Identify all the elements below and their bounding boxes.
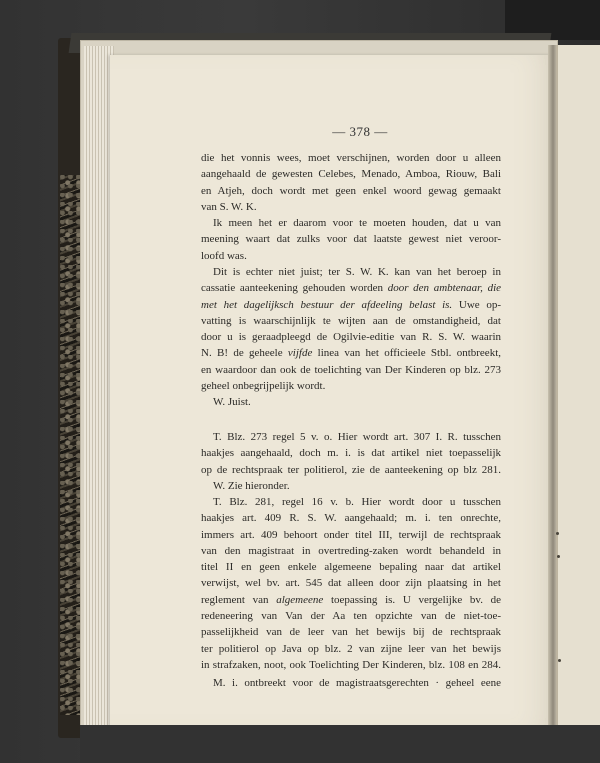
text-line: ter politierol op Java op blz. 2 van zijne leer van het bewijs [201,642,501,655]
text-line: en Atjeh, doch wordt met geen enkel woord gewag gemaakt [201,184,501,197]
paragraph-5 [201,429,501,478]
text-line: op de rechtspraak ter politierol, zie de aanteekening op blz 281. [201,463,501,476]
text-run: Uwe op- [458,298,501,311]
text-line: vatting is waarschijnlijk te wijten aan de omstandigheid, dat [201,314,501,327]
italic-run: algemeene [276,593,324,606]
text-line: haakjes aangehaald, doch m. i. is dat artikel niet toepasselijk [201,447,501,460]
text-line: Ik meen het er daarom voor te moeten houden, dat u van [213,217,501,229]
page-number: — 378 — [332,124,388,139]
text-line: die het vonnis wees, moet verschijnen, worden door u alleen [201,152,501,164]
text-line: verwijst, wel bv. art. 545 dat alleen door zijn plaatsing in het [201,577,501,590]
text-line: T. Blz. 281, regel 16 v. b. Hier wordt door u tusschen [213,496,501,508]
paper-speck [558,659,561,662]
text-line [201,592,501,608]
paragraph-2 [201,215,501,264]
text-line: W. Juist. [213,396,251,408]
facing-page-edge [556,45,600,733]
paragraph-8 [201,675,501,691]
text-run: cassatie aanteekening gehouden worden [201,282,384,295]
text-line [201,280,501,296]
text-run: linea van het officieele Stbl. ontbreekt, [317,347,501,360]
bottom-background [80,725,600,763]
text-line: meening waart dat zulks voor dat laatste gewest niet veroor- [201,233,501,246]
text-run: reglement van [201,593,269,606]
paragraph-4 [201,394,501,410]
text-line: door u is geraadpleegd de Ogilvie-editie van R. S. W. waarin [201,331,501,344]
paragraph-6 [201,478,501,494]
paper-speck [557,555,560,558]
text-line: van S. W. K. [201,200,257,213]
text-line: in strafzaken, noot, ook Toelichting Der Kinderen, blz. 108 en 284. [201,658,501,671]
text-line: loofd was. [201,249,247,262]
text-run: N. B! de geheele [201,347,283,360]
marbled-edge [60,175,82,715]
text-line: immers art. 409 behoort onder titel III, terwijl de rechtspraak [201,528,501,541]
paragraph-1 [201,150,501,215]
text-line: M. i. ontbreekt voor de magistraatsgerechten · geheel eene [213,677,501,689]
text-line: passelijkheid van de leer van het bewijs bij de rechtspraak [201,626,501,639]
paragraph-3 [201,264,501,394]
text-line: van den magistraat in overtreding-zaken wordt behandeld in [201,544,501,557]
text-line: titel II en geen enkele algemeene bepaling naar dat artikel [201,561,501,574]
text-line: haakjes art. 409 R. S. W. aangehaald; m. i. ten onrechte, [201,512,501,525]
text-line: redeneering van Van der Aa ten opzichte van de niet-toe- [201,610,501,623]
italic-run: door den ambtenaar, die [387,282,502,295]
text-line: geheel onbegrijpelijk wordt. [201,380,326,393]
paragraph-7 [201,494,501,673]
paper-speck [556,532,559,535]
text-line [201,297,501,313]
italic-run: met het dagelijksch bestuur der afdeeling belast is. [201,298,453,311]
text-run: toepassing is. U vergelijke bv. de [330,593,502,606]
text-line: aangehaald de gewesten Celebes, Menado, Amboa, Riouw, Bali [201,168,501,181]
text-line: Dit is echter niet juist; ter S. W. K. kan van het beroep in [213,266,501,278]
text-line [201,345,501,361]
text-line: W. Zie hieronder. [213,480,290,492]
text-line: en waardoor dan ook de toelichting van Der Kinderen op blz. 273 [201,363,501,376]
italic-run: vijfde [287,347,313,360]
text-line: T. Blz. 273 regel 5 v. o. Hier wordt art. 307 I. R. tusschen [213,431,501,443]
